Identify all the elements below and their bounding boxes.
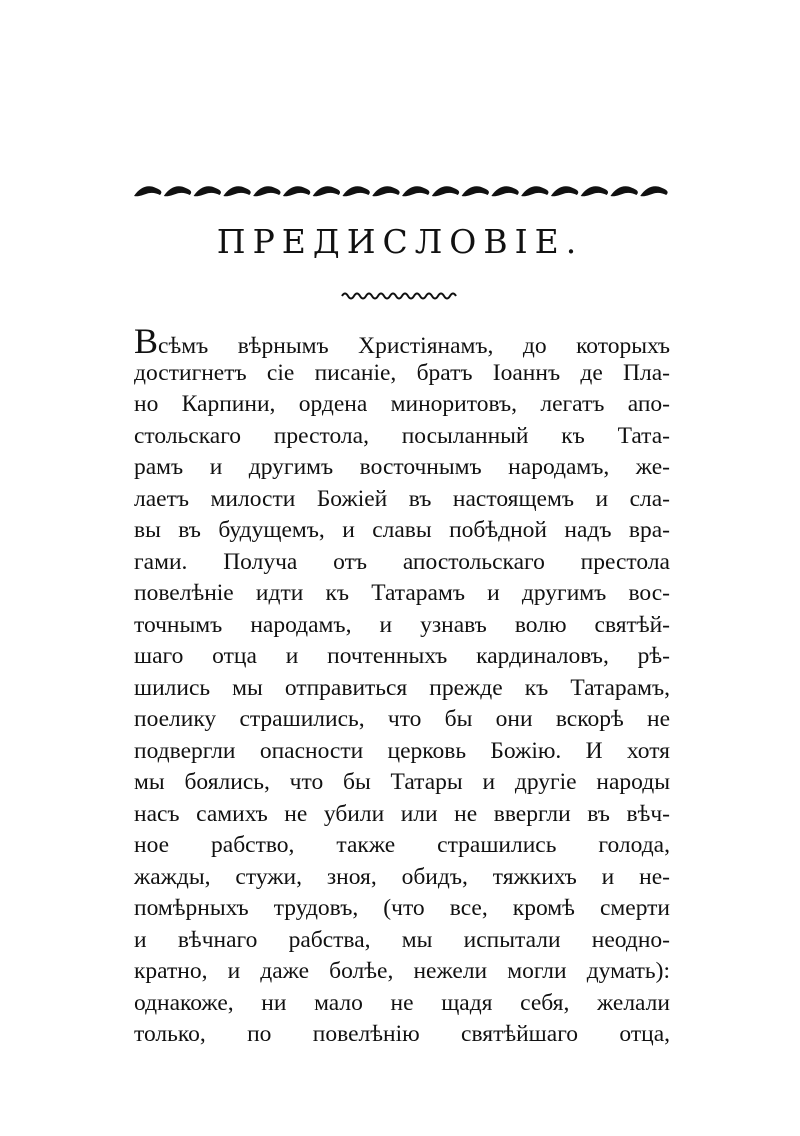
wave-ornament-segment xyxy=(134,186,161,196)
text-line: и вѣчнаго рабства, мы испытали неодно- xyxy=(134,926,670,953)
text-line: стольскаго престола, посыланный къ Тата- xyxy=(134,422,670,449)
wave-ornament-segment xyxy=(640,186,667,196)
wave-ornament-segment xyxy=(581,186,608,196)
text-line: точнымъ народамъ, и узнавъ волю святѣй- xyxy=(134,611,670,638)
text-line: поелику страшились, что бы они вскорѣ не xyxy=(134,706,670,732)
wave-ornament-small xyxy=(340,289,460,303)
wave-ornament-segment xyxy=(164,186,191,196)
drop-cap: В xyxy=(134,321,159,361)
text-line: гами. Получа отъ апостольскаго престола xyxy=(134,548,670,575)
text-line: только, по повелѣнію святѣйшаго отца, xyxy=(134,1021,670,1047)
wave-ornament-segment xyxy=(253,186,280,196)
wave-ornament-segment xyxy=(462,186,489,196)
wave-ornament-segment xyxy=(283,186,310,196)
text-line: повелѣніе идти къ Татарамъ и другимъ вос- xyxy=(134,580,670,606)
text-line: достигнетъ сіе писаніе, братъ Іоаннъ де Пла- xyxy=(134,359,670,386)
text-line: подвергли опасности церковь Божію. И хотя xyxy=(134,737,670,764)
wave-ornament-segment xyxy=(194,186,221,196)
text-line: лаетъ милости Божіей въ настоящемъ и сла- xyxy=(134,485,670,512)
wave-ornament-segment xyxy=(521,186,548,196)
wave-ornament-segment xyxy=(610,186,637,196)
preface-paragraph xyxy=(134,321,670,1051)
wave-ornament-segment xyxy=(402,186,429,196)
wave-ornament-segment xyxy=(432,186,459,196)
text-line: шились мы отправиться прежде къ Татарамъ, xyxy=(134,674,670,701)
text-line: ное рабство, также страшились голода, xyxy=(134,832,670,858)
wave-ornament-segment xyxy=(491,186,518,196)
text-line: кратно, и даже болѣе, нежели могли думать): xyxy=(134,958,670,984)
text-line: но Карпини, ордена миноритовъ, легатъ апо- xyxy=(134,391,670,417)
text-line: рамъ и другимъ восточнымъ народамъ, же- xyxy=(134,454,670,480)
text-line: помѣрныхъ трудовъ, (что все, кромѣ смерти xyxy=(134,895,670,921)
text-line-1: Всѣмъ вѣрнымъ Христіянамъ, до которыхъ xyxy=(134,321,670,361)
wave-ornament-top xyxy=(132,178,668,208)
text-line: шаго отца и почтенныхъ кардиналовъ, рѣ- xyxy=(134,643,670,669)
text-line: однакоже, ни мало не щадя себя, желали xyxy=(134,989,670,1016)
wave-ornament-segment xyxy=(342,186,369,196)
wave-ornament-segment xyxy=(313,186,340,196)
wave-ornament-segment xyxy=(372,186,399,196)
text-line: мы боялись, что бы Татары и другіе народы xyxy=(134,769,670,795)
wave-ornament-segment xyxy=(551,186,578,196)
wave-ornament-segment xyxy=(223,186,250,196)
text-line: насъ самихъ не убили или не ввергли въ вѣч- xyxy=(134,800,670,827)
page-title: ПРЕДИСЛОВІЕ. xyxy=(216,222,584,261)
text-line: жажды, стужи, зноя, обидъ, тяжкихъ и не- xyxy=(134,863,670,890)
text-line: вы въ будущемъ, и славы побѣдной надъ вра- xyxy=(134,517,670,543)
